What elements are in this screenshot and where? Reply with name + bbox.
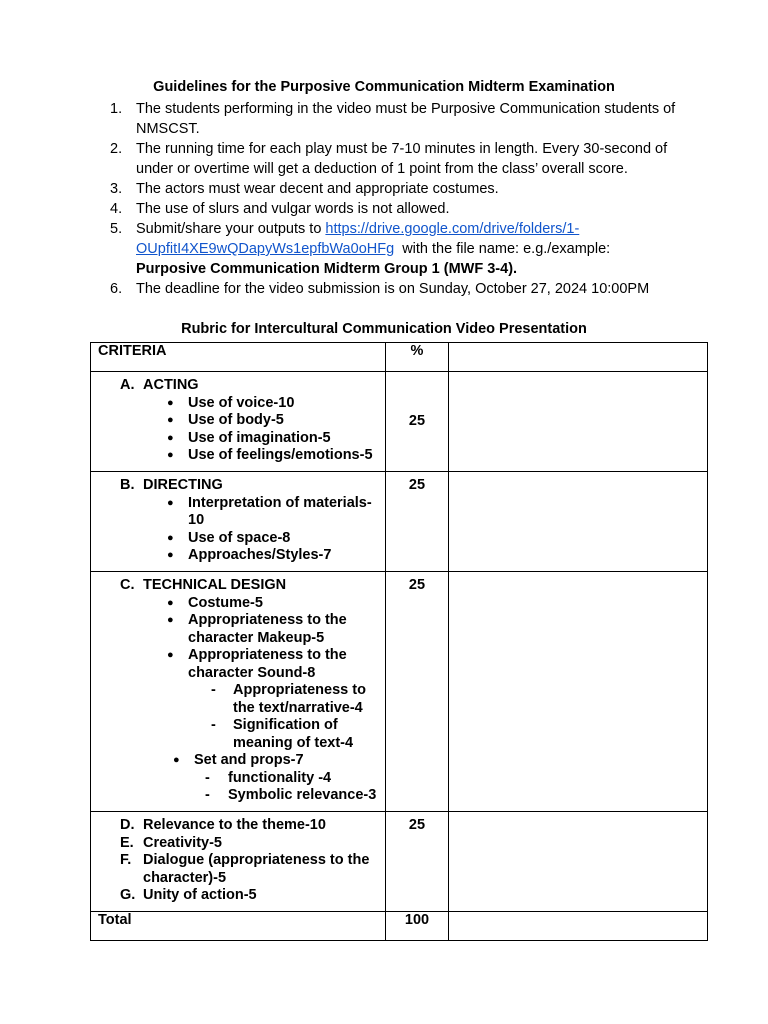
rubric-row-others: [91, 812, 708, 912]
section-heading: G. Unity of action-5: [120, 887, 257, 903]
drive-folder-link[interactable]: https://drive.google.com/drive/folders/1- OUpfitI4XE9wQDapyWs1epfbWa0oHFg: [136, 221, 580, 257]
guideline-item: 4. The use of slurs and vulgar words is not allowed.: [110, 201, 450, 217]
guideline-item: 2. The running time for each play must be 7-10 minutes in length. Every 30-second of under or overtime will get a deduction of 1 point from the class’ overall score.: [110, 141, 668, 177]
list-item: ● Use of imagination-5: [167, 429, 331, 446]
percent-cell: 25: [386, 572, 449, 812]
list-item: ● Use of voice-10: [167, 394, 295, 411]
section-heading: F. Dialogue (appropriateness to the character)-5: [120, 852, 370, 886]
guideline-item: 1. The students performing in the video must be Purposive Communication students of NMSCST.: [110, 101, 676, 137]
percent-header: %: [386, 343, 449, 372]
list-item: ● Set and props-7: [173, 752, 304, 768]
list-item: ● Interpretation of materials-10: [167, 494, 372, 528]
guidelines-list: [110, 99, 681, 299]
rubric-table: [90, 342, 708, 941]
rubric-row-technical: [91, 572, 708, 812]
rubric-row-acting: [91, 372, 708, 472]
section-heading: C. TECHNICAL DESIGN: [120, 577, 287, 593]
guideline-item: 5. Submit/share your outputs to https://drive.google.com/drive/folders/1- OUpfitI4XE9wQDapyWs1epfbWa0oHFg with the file name: e.g./example: Purposive Communication Midterm Group 1 (MWF 3-4).: [110, 221, 611, 277]
page-title: Guidelines for the Purposive Communication Midterm Examination: [153, 79, 615, 95]
rubric-title: Rubric for Intercultural Communication Video Presentation: [181, 321, 587, 337]
rubric-row-directing: [91, 472, 708, 572]
list-item: ● Costume-5: [167, 594, 263, 611]
total-value: 100: [386, 912, 449, 941]
sub-list-item: - Symbolic relevance-3: [205, 787, 377, 803]
blank-header: [449, 343, 708, 372]
sub-list-item: - Signification of meaning of text-4: [211, 717, 354, 751]
sub-list-item: - functionality -4: [205, 769, 332, 786]
section-heading: B. DIRECTING: [120, 477, 223, 493]
list-item: ● Approaches/Styles-7: [167, 547, 332, 563]
criteria-header: CRITERIA: [91, 343, 386, 372]
section-heading: E. Creativity-5: [120, 834, 222, 851]
list-item: ● Appropriateness to the character Sound-8: [167, 647, 347, 681]
sub-list-item: - Appropriateness to the text/narrative-4: [211, 682, 366, 716]
rubric-total-row: [91, 912, 708, 941]
list-item: ● Use of feelings/emotions-5: [167, 447, 373, 463]
list-item: ● Use of body-5: [167, 412, 284, 428]
file-name-example: Purposive Communication Midterm Group 1 (MWF 3-4).: [136, 261, 518, 277]
percent-cell: 25: [386, 372, 449, 472]
list-item: ● Appropriateness to the character Makeup-5: [167, 612, 347, 646]
list-item: ● Use of space-8: [167, 529, 291, 546]
percent-cell: 25: [386, 472, 449, 572]
total-label: Total: [91, 912, 386, 941]
rubric-header-row: [91, 343, 708, 372]
section-heading: D. Relevance to the theme-10: [120, 817, 326, 833]
guideline-item: 3. The actors must wear decent and appropriate costumes.: [110, 181, 499, 197]
guideline-item: 6. The deadline for the video submission is on Sunday, October 27, 2024 10:00PM: [110, 281, 650, 297]
percent-cell: 25: [386, 812, 449, 912]
section-heading: A. ACTING: [120, 377, 199, 393]
